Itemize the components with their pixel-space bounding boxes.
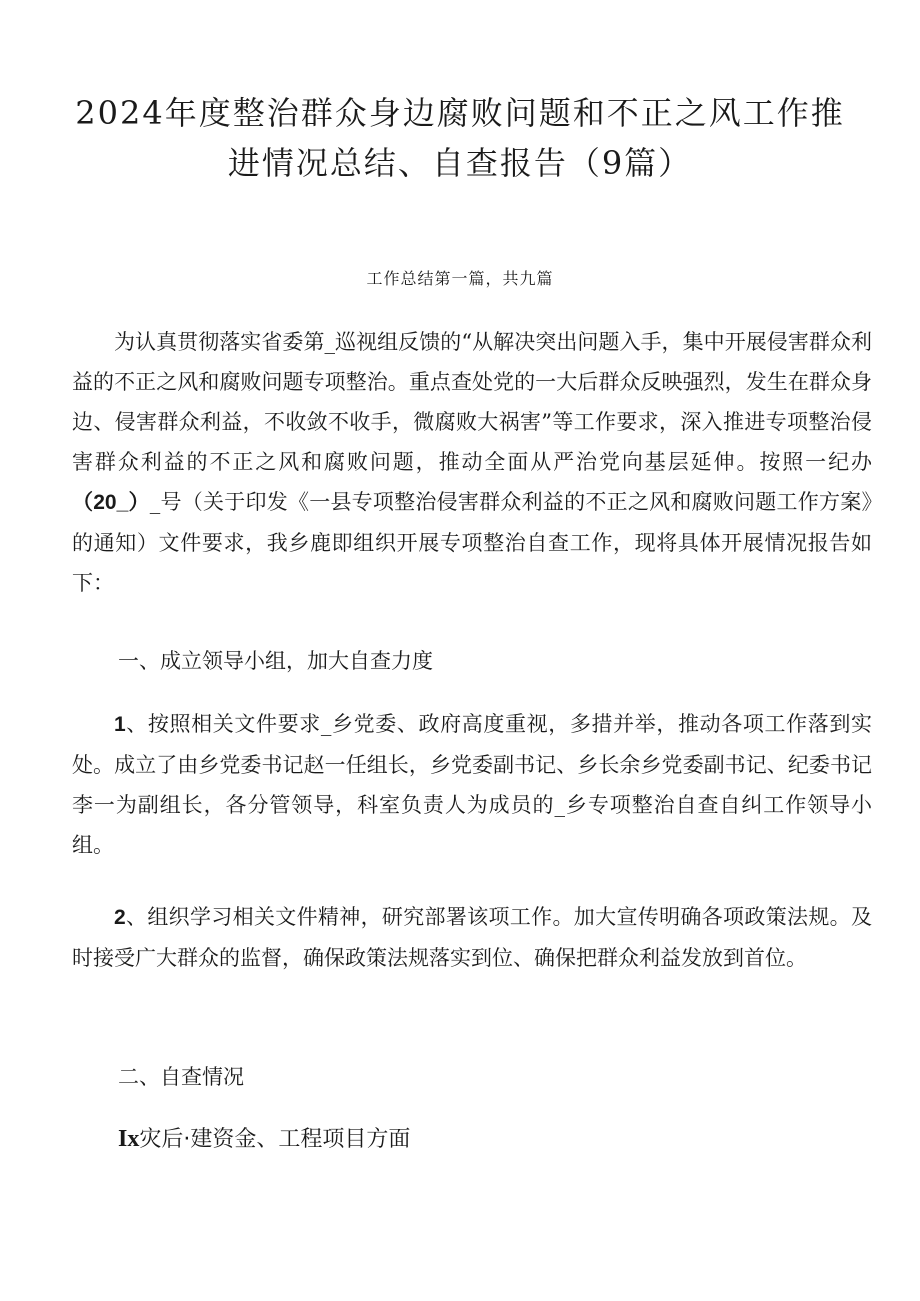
item1-number: 1 bbox=[114, 713, 126, 736]
intro-document-code: （20_） bbox=[72, 491, 150, 514]
document-subtitle: 工作总结第一篇，共九篇 bbox=[366, 269, 554, 288]
document-title: 2024年度整治群众身边腐败问题和不正之风工作推进情况总结、自查报告（9篇） bbox=[75, 94, 845, 182]
item1-text: 、按照相关文件要求_乡党委、政府高度重视，多措并举，推动各项工作落到实处。成立了由乡党委书记赵一任组长，乡党委副书记、乡长余乡党委副书记、纪委书记李一为副组长，各分管领导，科室负责人为成员的_乡专项整治自查自纠工作领导小组。 bbox=[72, 712, 872, 857]
section1-item2 bbox=[72, 897, 872, 978]
subheading-text: 灾后·建资金、工程项目方面 bbox=[139, 1127, 411, 1152]
section1-item1 bbox=[72, 704, 872, 865]
intro-text-part2: _号（关于印发《一县专项整治侵害群众利益的不正之风和腐败问题工作方案》的通知）文件要求，我乡鹿即组织开展专项整治自查工作，现将具体开展情况报告如下： bbox=[72, 490, 872, 595]
intro-paragraph bbox=[72, 322, 872, 603]
subheading-lead: Ix bbox=[118, 1126, 140, 1152]
section2-heading: 二、自查情况 bbox=[118, 1065, 244, 1089]
section2-subheading bbox=[118, 1124, 410, 1155]
section1-heading: 一、成立领导小组，加大自查力度 bbox=[118, 649, 433, 673]
intro-text-part1: 为认真贯彻落实省委第_巡视组反馈的“从解决突出问题入手，集中开展侵害群众利益的不正之风和腐败问题专项整治。重点查处党的一大后群众反映强烈，发生在群众身边、侵害群众利益，不收敛不收手，微腐败大祸害”等工作要求，深入推进专项整治侵害群众利益的不正之风和腐败问题，推动全面从严治党向基层延伸。按照一纪办 bbox=[72, 330, 872, 474]
item2-number: 2 bbox=[114, 906, 126, 929]
item2-text: 、组织学习相关文件精神，研究部署该项工作。加大宣传明确各项政策法规。及时接受广大群众的监督，确保政策法规落实到位、确保把群众利益发放到首位。 bbox=[72, 905, 872, 970]
